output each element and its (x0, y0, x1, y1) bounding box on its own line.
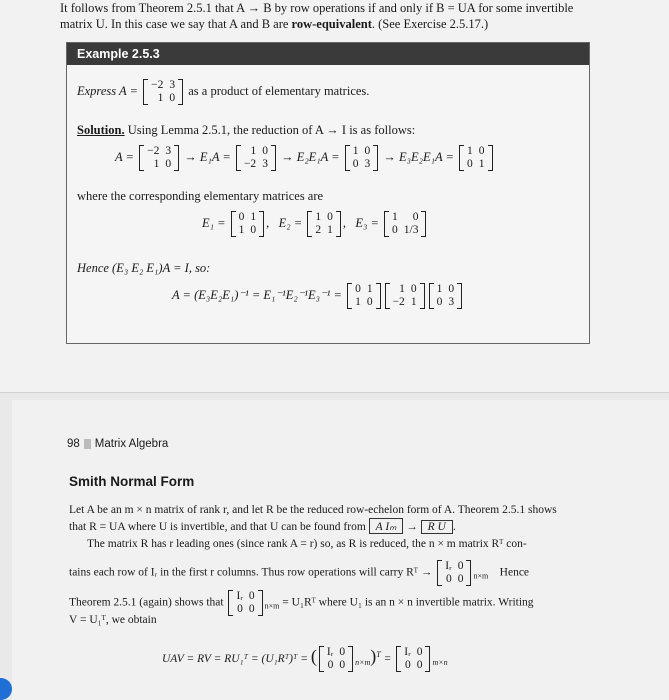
A-label: A = (115, 149, 134, 164)
para1-line1: Let A be an m × n matrix of rank r, and let R be the reduced row-echelon form of A. Theorem 2.5.1 shows (69, 504, 557, 516)
running-title: Matrix Algebra (94, 438, 169, 450)
running-header (67, 438, 168, 450)
matrix-E1: 0 1 1 0 (231, 211, 265, 237)
uav-equation: UAV = RV = RU₁ᵀ = (U₁Rᵀ)ᵀ = ( Iᵣ 0 0 0 $_{n\times m}$)$^T$ = Iᵣ 0 0 0 $_{m\times n}$ (162, 646, 448, 672)
express-prefix: Express A = (77, 83, 138, 98)
E1-label: E₁ = (202, 215, 226, 230)
block-matrix-4: Iᵣ 0 0 0 (396, 646, 430, 672)
augmented-matrix-R-U: R U (421, 520, 453, 534)
intro-line-2a: matrix U. In this case we say that A and B are (60, 17, 292, 31)
solution-text: Using Lemma 2.5.1, the reduction of A → I is as follows: (124, 123, 416, 137)
section-title: Smith Normal Form (69, 474, 195, 489)
matrix-inv1: 0 1 1 0 (347, 283, 381, 309)
para2-line2: tains each row of Iᵣ in the first r columns. Thus row operations will carry Rᵀ → Iᵣ 0 0 0 $_{n\times m}$ Hence (69, 560, 530, 585)
reduction-chain (115, 145, 495, 171)
matrix-E2E1A: 1 0 0 3 (345, 145, 379, 171)
intro-line-2 (60, 16, 650, 32)
para1-line2: that R = UA where U is invertible, and that U can be found from A Iₘ → R U . (69, 518, 456, 534)
page-number: 98 (67, 438, 80, 450)
final-eq-text: A = (E₃E₂E₁)⁻¹ = E₁⁻¹E₂⁻¹E₃⁻¹ = (172, 287, 342, 302)
intro-paragraph (60, 0, 650, 32)
row-equivalent-term: row-equivalent (291, 17, 372, 31)
browser-sidebar-icon[interactable] (0, 678, 12, 700)
intro-line-1: It follows from Theorem 2.5.1 that A → B by row operations if and only if B = UA for some invertible (60, 1, 574, 15)
para3: Theorem 2.5.1 (again) shows that Iᵣ 0 0 0 $_{n\times m}$ = U₁Rᵀ where U₁ is an n × n invertible matrix. Writing (69, 590, 534, 615)
E2-label: E₂ = (278, 215, 303, 230)
example-title: Example 2.5.3 (67, 43, 589, 65)
where-line: where the corresponding elementary matrices are (77, 189, 324, 203)
express-suffix: as a product of elementary matrices. (188, 83, 370, 98)
matrix-A: −2 3 1 0 (143, 79, 183, 105)
matrix-inv3: 1 0 0 3 (429, 283, 463, 309)
matrix-E2: 1 0 2 1 (307, 211, 341, 237)
hence-text: Hence (E₃ E₂ E₁)A = I, so: (77, 261, 211, 275)
matrix-inv2: 1 0 −2 1 (385, 283, 425, 309)
matrix-A-chain: −2 3 1 0 (139, 145, 179, 171)
E3-label: E₃ = (355, 215, 379, 230)
intro-line-2b: . (See Exercise 2.5.17.) (371, 17, 489, 31)
arrow-E1A: → E₁A = (184, 149, 231, 164)
express-line (77, 79, 369, 105)
elementary-matrices-row: E₁ = 0 1 1 0 , E₂ = 1 0 2 1 , E₃ = 1 0 0 1/3 (202, 211, 428, 237)
block-matrix-3: Iᵣ 0 0 0 (319, 646, 353, 672)
solution-label: Solution. (77, 123, 125, 137)
matrix-E3E2E1A: 1 0 0 1 (459, 145, 493, 171)
arrow-E3E2E1A: → E₃E₂E₁A = (383, 149, 454, 164)
block-matrix-1: Iᵣ 0 0 0 (437, 560, 471, 586)
header-bar (84, 439, 91, 449)
matrix-E3: 1 0 0 1/3 (384, 211, 426, 237)
solution-line (77, 123, 415, 138)
arrow-E2E1A: → E₂E₁A = (281, 149, 340, 164)
final-equation (172, 283, 464, 309)
para4: V = U₁ᵀ, we obtain (69, 614, 157, 626)
matrix-E1A: 1 0 −2 3 (236, 145, 276, 171)
block-matrix-2: Iᵣ 0 0 0 (228, 590, 262, 616)
para2-line1: The matrix R has r leading ones (since rank A = r) so, as R is reduced, the n × m matrix Rᵀ con- (87, 538, 527, 550)
current-page (12, 400, 669, 700)
hence-line (77, 261, 210, 276)
example-box (66, 42, 590, 344)
augmented-matrix-A-I: A Iₘ (369, 518, 404, 534)
